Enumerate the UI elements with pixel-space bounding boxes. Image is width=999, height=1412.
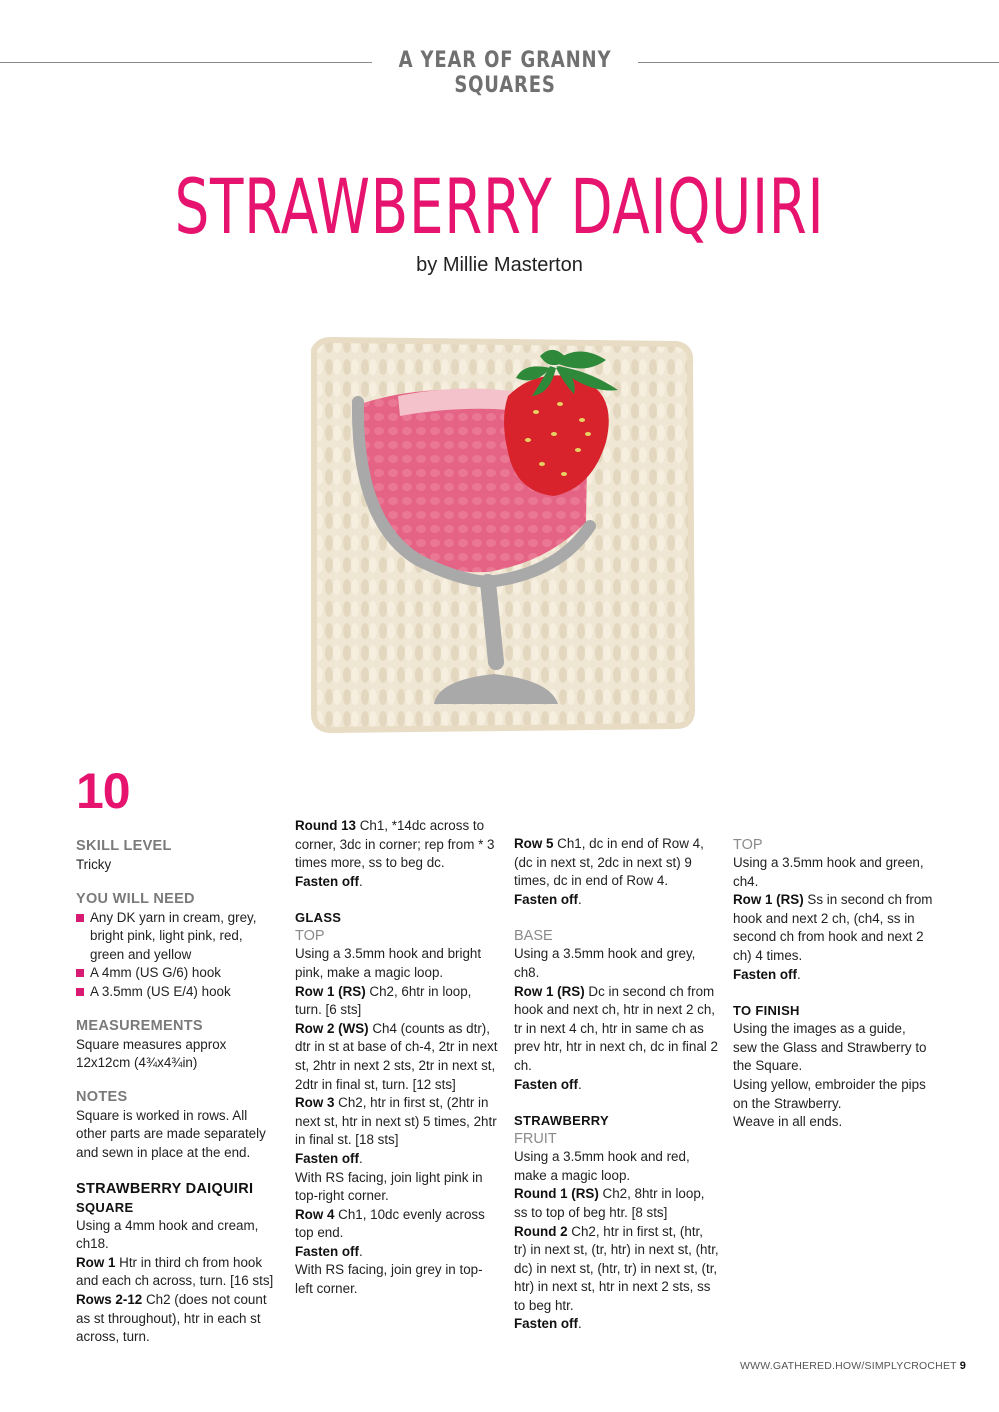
glass-base-subheading: BASE: [514, 928, 553, 945]
glass-row-2: Row 2 (WS) Ch4 (counts as dtr), dtr in st at base of ch-4, 2tr in next st, 2htr in next 2 sts, 2tr in next st, 2dtr in final st, turn. [12 sts]: [295, 1020, 498, 1092]
glass-fasten-off-2: Fasten off.: [295, 1243, 363, 1259]
skill-value: Tricky: [76, 857, 112, 872]
column-4: [733, 836, 933, 1132]
notes-heading: NOTES: [76, 1088, 128, 1105]
square-row-1: Row 1 Htr in third ch from hook and each ch across, turn. [16 sts]: [76, 1254, 274, 1289]
strawberry-fruit-subheading: FRUIT: [514, 1131, 557, 1148]
bullet-square-icon: [76, 969, 84, 977]
glass-row-3: Row 3 Ch2, htr in first st, (2htr in next st, htr in next st) 5 times, 2htr in final st. [18 sts]: [295, 1095, 497, 1148]
bullet-square-icon: [76, 988, 84, 996]
measure-text: Square measures approx 12x12cm (4¾x4¾in): [76, 1036, 227, 1071]
measure-heading: MEASUREMENTS: [76, 1017, 203, 1034]
square-intro: Using a 4mm hook and cream, ch18.: [76, 1217, 259, 1252]
finish-text-3: Weave in all ends.: [733, 1114, 843, 1130]
glass-top-intro: Using a 3.5mm hook and bright pink, make a magic loop.: [295, 946, 482, 980]
glass-row-5: Row 5 Ch1, dc in end of Row 4, (dc in next st, 2dc in next st) 9 times, dc in end of Row 4.: [514, 836, 704, 889]
need-heading: YOU WILL NEED: [76, 890, 195, 907]
strawberry-top-row-1: Row 1 (RS) Ss in second ch from hook and next 2 ch, (ch4, ss in second ch from hook and next 2 ch) 4 times.: [733, 892, 933, 963]
bullet-square-icon: [76, 914, 84, 922]
column-3: [514, 836, 719, 1334]
strawberry-heading: STRAWBERRY: [514, 1113, 609, 1129]
glass-base-fasten-off: Fasten off.: [514, 1076, 582, 1092]
strawberry-round-1: Round 1 (RS) Ch2, 8htr in loop, ss to top of beg htr. [8 sts]: [514, 1186, 705, 1220]
glass-heading: GLASS: [295, 910, 342, 926]
strawberry-top-fasten-off: Fasten off.: [733, 966, 801, 982]
glass-fasten-off-1: Fasten off.: [295, 1150, 363, 1166]
list-item: A 4mm (US G/6) hook: [76, 964, 276, 983]
series-title: A YEAR OF GRANNY SQUARES: [398, 48, 612, 98]
pattern-title: STRAWBERRY DAIQUIRI: [174, 162, 825, 251]
strawberry-top-intro: Using a 3.5mm hook and green, ch4.: [733, 855, 924, 889]
pattern-number: 10: [76, 763, 130, 819]
column-2: [295, 818, 500, 1299]
finish-text-1: Using the images as a guide, sew the Glass and Strawberry to the Square.: [733, 1021, 927, 1074]
series-header: [0, 42, 999, 98]
strawberry-fruit-fasten-off: Fasten off.: [514, 1316, 582, 1332]
glass-stem: [488, 582, 496, 662]
notes-text: Square is worked in rows. All other parts are made separately and sewn in place at the end.: [76, 1107, 266, 1160]
finish-heading: TO FINISH: [733, 1003, 800, 1019]
header-rule-right: [638, 62, 999, 63]
square-fasten-off: Fasten off.: [295, 873, 363, 889]
need-list: [76, 909, 276, 1002]
glass-top-subheading: TOP: [295, 928, 325, 945]
page-number: 9: [959, 1360, 967, 1372]
square-rows-2-12: Rows 2-12 Ch2 (does not count as st throughout), htr in each st across, turn.: [76, 1291, 267, 1345]
glass-join-pink: With RS facing, join light pink in top-right corner.: [295, 1169, 483, 1204]
skill-heading: SKILL LEVEL: [76, 838, 172, 854]
strawberry-top-subheading: TOP: [733, 837, 763, 853]
strawberry-fruit-intro: Using a 3.5mm hook and red, make a magic loop.: [514, 1149, 690, 1183]
header-rule-left: [0, 62, 372, 63]
finish-text-2: Using yellow, embroider the pips on the Strawberry.: [733, 1076, 926, 1111]
byline: by Millie Masterton: [416, 254, 583, 276]
list-item: A 3.5mm (US E/4) hook: [76, 983, 276, 1002]
glass-join-grey: With RS facing, join grey in top-left corner.: [295, 1262, 483, 1297]
square-round-13: Round 13 Ch1, *14dc across to corner, 3dc in corner; rep from * 3 times more, ss to beg dc.: [295, 818, 495, 871]
column-1: [76, 836, 276, 1347]
glass-base-intro: Using a 3.5mm hook and grey, ch8.: [514, 946, 696, 980]
glass-row-4: Row 4 Ch1, 10dc evenly across top end.: [295, 1206, 485, 1241]
glass-row-1: Row 1 (RS) Ch2, 6htr in loop, turn. [6 sts]: [295, 983, 472, 1018]
glass-base-row-1: Row 1 (RS) Dc in second ch from hook and next ch, htr in next 2 ch, tr in next 4 ch, htr in same ch as prev htr, htr in next ch, dc in final 2 ch.: [514, 983, 718, 1073]
footer-url[interactable]: WWW.GATHERED.HOW/SIMPLYCROCHET: [740, 1360, 957, 1372]
square-heading: STRAWBERRY DAIQUIRI: [76, 1180, 254, 1197]
crochet-square-photo: [288, 312, 712, 756]
glass-fasten-off-3: Fasten off.: [514, 891, 582, 907]
strawberry-round-2: Round 2 Ch2, htr in first st, (htr, tr) in next st, (tr, htr) in next st, (htr, dc) in next st, (htr, tr) in next st, (tr, htr) in next st, htr in next 2 sts, ss to beg htr.: [514, 1223, 719, 1313]
list-item: Any DK yarn in cream, grey, bright pink, light pink, red, green and yellow: [76, 909, 276, 965]
page-footer: [740, 1360, 966, 1372]
square-subheading: SQUARE: [76, 1199, 134, 1215]
